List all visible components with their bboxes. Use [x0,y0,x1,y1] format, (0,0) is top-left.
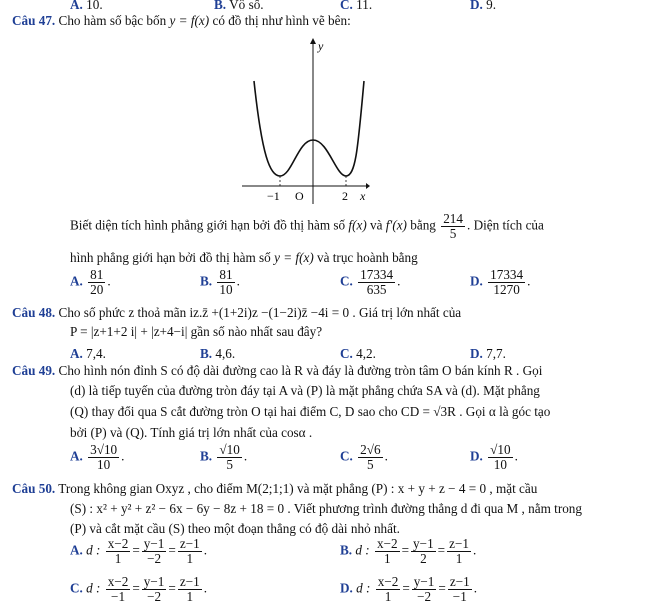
top-answer-d: D. 9. [470,0,496,13]
q47-option-a[interactable]: A. $\frac{81}{20}$ . [70,267,111,297]
q49-label: Câu 49. [12,363,56,378]
graph-y-label: y [318,39,324,53]
q47-intro [12,13,351,29]
graph-origin-label: O [295,189,304,203]
q48-option-a[interactable]: A. 7,4. [70,346,106,361]
q49-option-b[interactable]: B. $\frac{√10}{5}$ . [200,442,248,472]
q49-option-d[interactable]: D. $\frac{√10}{10}$ . [470,442,518,472]
q48-label: Câu 48. [12,305,56,320]
q47-option-b[interactable]: B. $\frac{81}{10}$ . [200,267,240,297]
q50-option-d[interactable]: D. d : $\frac{x-2}{1}$ = $\frac{y-1}{-2}$ = $\frac{z-1}{-1}$ . [340,574,478,604]
q47-option-c[interactable]: C. $\frac{17334}{635}$ . [340,267,401,297]
q48-line1: Câu 48. Cho số phức z thoả mãn iz.z̄ +(1+2i)z −(1−2i)z̄ −4i = 0 . Giá trị lớn nhất của [12,305,462,320]
q49-line4: bởi (P) và (Q). Tính giá trị lớn nhất của cosα . [70,425,313,440]
graph-tick-pos: 2 [342,189,348,203]
q50-line1: Câu 50. Trong không gian Oxyz , cho điểm M(2;1;1) và mặt phẳng (P) : x + y + z − 4 = 0 , mặt cầu [12,481,538,496]
graph-tick-neg: −1 [267,189,280,203]
q48-line2: P = |z+1+2 i| + |z+4−i| gần số nào nhất sau đây? [70,324,323,339]
q48-option-c[interactable]: C. 4,2. [340,346,376,361]
graph-x-label: x [360,189,366,203]
q49-line3: (Q) thay đổi qua S cắt đường tròn O tại hai điểm C, D sao cho CD = √3R . Gọi α là góc tạo [70,404,551,419]
q47-body-line2: hình phẳng giới hạn bởi đồ thị hàm số y = f(x) và trục hoành bằng [70,250,418,265]
q50-line3: (P) và cắt mặt cầu (S) theo một đoạn thẳng có độ dài nhỏ nhất. [70,521,400,536]
q50-option-c[interactable]: C. d : $\frac{x-2}{-1}$ = $\frac{y-1}{-2}$ = $\frac{z-1}{1}$ . [70,574,208,604]
option-label: B. [214,0,227,12]
q47-fraction: $\frac{214}{5}$ [443,211,463,241]
q50-option-a[interactable]: A. d : $\frac{x-2}{1}$ = $\frac{y-1}{-2}$ = $\frac{z-1}{1}$ . [70,536,208,566]
q49-option-a[interactable]: A. $\frac{3√10}{10}$ . [70,442,125,472]
top-answer-a: A. 10. [70,0,103,13]
q48-option-d[interactable]: D. 7,7. [470,346,506,361]
q48-option-b[interactable]: B. 4,6. [200,346,236,361]
q47-intro-tail: có đồ thị như hình vẽ bên: [212,13,351,28]
q50-option-b[interactable]: B. d : $\frac{x-2}{1}$ = $\frac{y-1}{2}$ = $\frac{z-1}{1}$ . [340,536,477,566]
q49-option-c[interactable]: C. $\frac{2√6}{5}$ . [340,442,388,472]
option-label: C. [340,0,353,12]
q47-func: y = f(x) [169,13,210,28]
q50-line2: (S) : x² + y² + z² − 6x − 6y − 8z + 18 = 0 . Viết phương trình đường thẳng d đi qua M , nằm trong [70,501,582,516]
q47-option-d[interactable]: D. $\frac{17334}{1270}$ . [470,267,531,297]
q49-line2: (d) là tiếp tuyến của đường tròn đáy tại A và (P) là mặt phẳng chứa SA và (d). Mặt phẳng [70,383,540,398]
top-answer-b: B. Vô số. [214,0,264,13]
q49-line1: Câu 49. Cho hình nón đỉnh S có độ dài đường cao là R và đáy là đường tròn tâm O bán kính R . Gọi [12,363,543,378]
q47-body-line1: Biết diện tích hình phẳng giới hạn bởi đồ thị hàm số f(x) và f′(x) bằng $\frac{214}{5}$ . Diện tích của [70,211,544,241]
q47-intro-text: Cho hàm số bậc bốn [58,13,167,28]
q47-label: Câu 47. [12,13,56,28]
top-answer-c: C. 11. [340,0,372,13]
option-label: D. [470,0,483,12]
q50-label: Câu 50. [12,481,56,496]
option-label: A. [70,0,83,12]
q47-graph [240,36,370,206]
